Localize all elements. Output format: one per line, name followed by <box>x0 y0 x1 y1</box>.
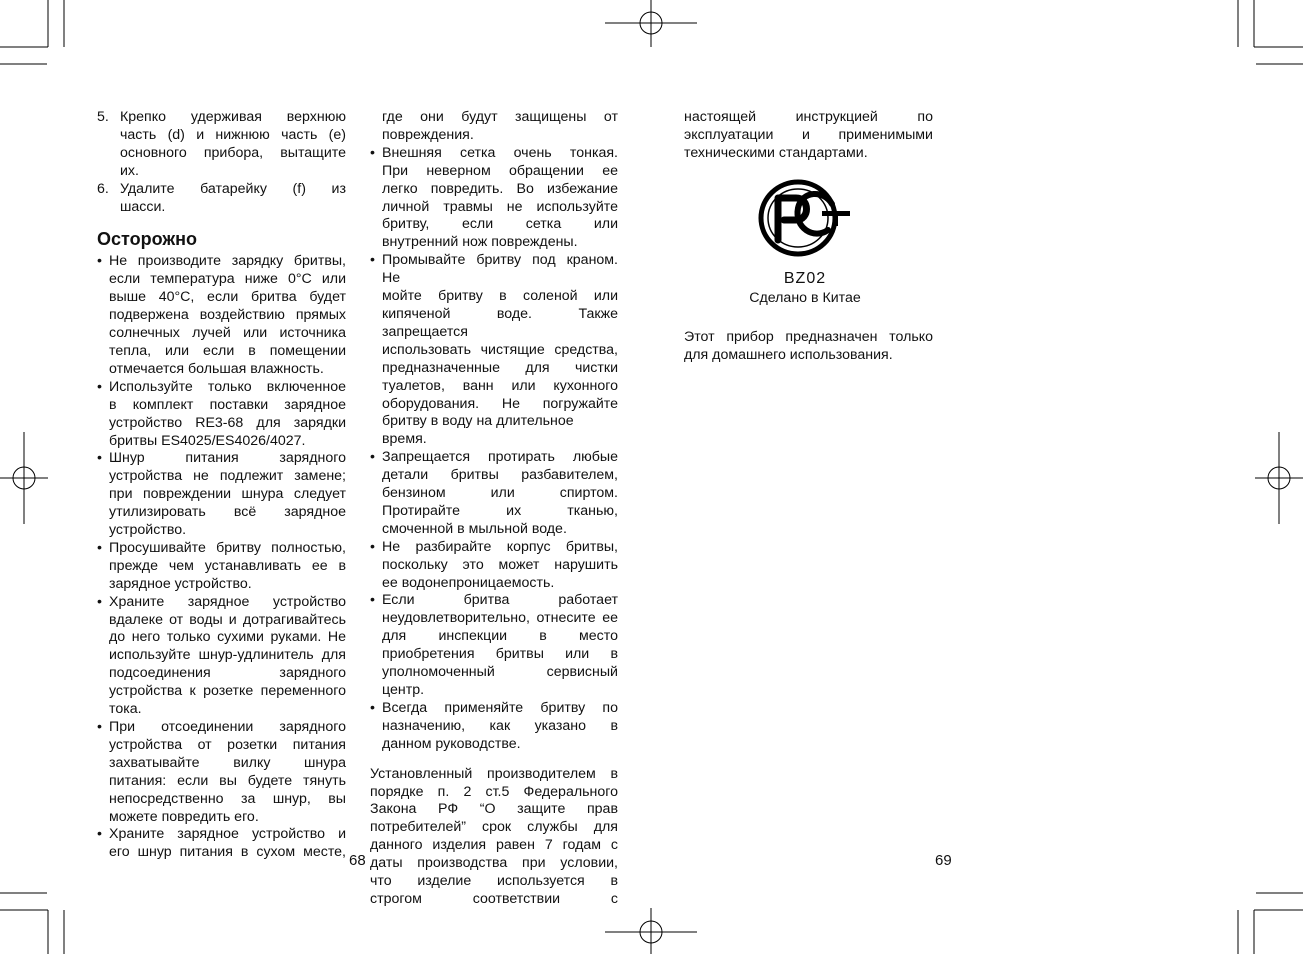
text-line: При неверном обращении ее <box>382 162 618 179</box>
text-line: Закона РФ “О защите прав <box>370 801 618 818</box>
bullet-icon: • <box>370 699 375 716</box>
text-line: поскольку это может нарушить <box>382 556 618 573</box>
text-line: утилизировать всё зарядное <box>109 504 346 521</box>
text-line: бензином или спиртом. <box>382 485 618 502</box>
bullet-icon: • <box>97 593 102 610</box>
bullet-text <box>382 539 618 593</box>
text-line: тока. <box>109 701 142 718</box>
bullet-text <box>109 540 346 594</box>
item-number: 5. <box>97 109 109 125</box>
text-line: повреждения. <box>382 126 474 143</box>
text-line: Не разбирайте корпус бритвы, <box>382 538 618 555</box>
text-line: захватывайте вилку шнура <box>109 754 346 771</box>
text-line: Внешняя сетка очень тонкая. <box>382 144 618 161</box>
text-line: назначению, как указано в <box>382 717 618 734</box>
text-line: основного прибора, вытащите <box>120 144 346 161</box>
text-line: для инспекции в место <box>382 628 618 645</box>
caution-heading: Осторожно <box>97 229 197 250</box>
bullet-item <box>97 379 346 451</box>
household-use-note <box>684 329 933 365</box>
text-line: оборудования. Не погружайте <box>382 395 618 412</box>
text-line: подсоединения зарядного <box>109 665 346 682</box>
text-line: питания: если вы будете тянуть <box>109 772 346 789</box>
bullet-item <box>97 594 346 719</box>
text-line: шасси. <box>120 198 166 215</box>
bullet-icon: • <box>370 449 375 466</box>
numbered-item <box>97 181 346 217</box>
bullet-icon: • <box>97 253 102 270</box>
text-line: в комплект поставки зарядное <box>109 396 346 413</box>
text-line: если температура ниже 0°C или <box>109 271 346 288</box>
bullet-item <box>97 253 346 378</box>
text-line: можете повредить его. <box>109 808 259 825</box>
text-line: Не производите зарядку бритвы, <box>109 253 346 270</box>
text-line: центр. <box>382 682 425 698</box>
text-line: зарядное устройство. <box>109 575 252 592</box>
text-line: техническими стандартами. <box>684 144 868 161</box>
text-line: мойте бритву в соленой или <box>382 288 618 305</box>
bullet-item <box>370 700 618 754</box>
bullet-text <box>109 594 346 719</box>
text-line: их. <box>120 162 139 179</box>
bullet-item <box>97 826 346 862</box>
text-line: вдалеке от воды и дотрагивайтесь <box>109 611 346 628</box>
bullet-icon: • <box>370 252 375 269</box>
text-line: предназначенные для чистки <box>382 359 618 376</box>
text-line: Протирайте их тканью, <box>382 502 618 519</box>
bullet-icon: • <box>97 719 102 735</box>
continued-paragraph <box>684 109 933 163</box>
caution-list-continued <box>370 145 618 754</box>
text-line: личной травмы не используйте <box>382 198 618 215</box>
text-line: отмечается большая влажность. <box>109 360 324 377</box>
text-line: выше 40°C, если бритва будет <box>109 289 346 306</box>
text-line: устройства от розетки питания <box>109 736 346 753</box>
certificate-model-code: BZ02 <box>783 270 827 287</box>
text-line: уполномоченный сервисный <box>382 664 618 681</box>
made-in-label: Сделано в Китае <box>749 290 861 306</box>
text-line: солнечных лучей или источника <box>109 325 346 342</box>
service-life-paragraph <box>370 766 618 909</box>
text-line: кипяченой воде. Также запрещается <box>382 305 618 340</box>
item-number: 6. <box>97 180 109 197</box>
text-line: ее водонепроницаемость. <box>382 574 555 591</box>
text-line: непосредственно за шнур, вы <box>109 790 346 807</box>
bullet-text <box>382 145 618 252</box>
text-line: тепла, или если в помещении <box>109 342 346 359</box>
page-number-left: 68 <box>349 852 366 869</box>
bullet-text <box>109 450 346 540</box>
text-line: бритву, если сетка или <box>382 216 618 233</box>
caution-list <box>97 253 346 862</box>
text-line: устройства к розетке переменного <box>109 683 346 700</box>
bullet-item <box>97 540 346 594</box>
text-line: Используйте только включенное <box>109 378 346 395</box>
text-line: эксплуатации и применимыми <box>684 126 933 143</box>
bullet-icon: • <box>97 450 102 467</box>
bullet-item <box>370 539 618 593</box>
text-line: Храните зарядное устройство и <box>109 826 346 843</box>
bullet-text <box>109 826 346 862</box>
continued-item <box>370 109 618 145</box>
bullet-item <box>97 450 346 540</box>
text-line: используйте шнур-удлинитель для <box>109 647 346 664</box>
bullet-text <box>382 252 618 449</box>
text-line: Этот прибор предназначен только <box>684 329 933 345</box>
text-line: Храните зарядное устройство <box>109 593 346 610</box>
middle-column <box>370 109 618 909</box>
text-line: подвержена воздействию прямых <box>109 307 346 324</box>
text-line: Установленный производителем в <box>370 765 618 782</box>
text-line: Запрещается протирать любые <box>382 449 618 466</box>
page-number-right: 69 <box>935 852 952 869</box>
text-line: часть (d) и нижнюю часть (e) <box>120 126 346 143</box>
text-line: данного изделия равен 7 годам с <box>370 837 618 854</box>
text-line: устройство RE3-68 для зарядки <box>109 414 346 431</box>
text-line: Крепко удерживая верхнюю <box>120 109 346 125</box>
text-line: Шнур питания зарядного <box>109 450 346 467</box>
text-line: При отсоединении зарядного <box>109 719 346 735</box>
text-line: бритву в воду на длительное время. <box>382 413 574 448</box>
text-line: использовать чистящие средства, <box>382 341 618 358</box>
text-line: данном руководстве. <box>382 735 521 752</box>
text-line: приобретения бритвы или в <box>382 646 618 663</box>
bullet-text <box>382 592 618 699</box>
certification-mark-icon <box>758 178 854 258</box>
text-line: Удалите батарейку (f) из <box>120 180 346 197</box>
text-line: бритвы ES4025/ES4026/4027. <box>109 432 306 449</box>
bullet-text <box>382 700 618 754</box>
text-line: строгом соответствии с <box>370 890 618 907</box>
bullet-text <box>382 449 618 539</box>
text-line: легко повредить. Во избежание <box>382 180 618 197</box>
text-line: Если бритва работает <box>382 592 618 609</box>
text-line: потребителей” срок службы для <box>370 819 618 836</box>
bullet-icon: • <box>370 144 375 161</box>
text-line: устройства не подлежит замене; <box>109 468 346 485</box>
text-line: внутренний нож повреждены. <box>382 234 578 251</box>
item-text <box>120 109 346 181</box>
item-text <box>120 181 346 217</box>
text-line: туалетов, ванн или кухонного <box>382 377 618 394</box>
text-line: детали бритвы разбавителем, <box>382 467 618 484</box>
text-line: Просушивайте бритву полностью, <box>109 539 346 556</box>
text-line: смоченной в мыльной воде. <box>382 520 567 537</box>
bullet-text <box>109 379 346 451</box>
text-line: для домашнего использования. <box>684 346 893 363</box>
bullet-icon: • <box>370 538 375 555</box>
text-line: при повреждении шнура следует <box>109 486 346 503</box>
numbered-steps <box>97 109 346 216</box>
text-line: неудовлетворительно, отнесите ее <box>382 610 618 627</box>
text-line: даты производства при условии, <box>370 855 618 872</box>
bullet-item <box>370 252 618 449</box>
text-line: настоящей инструкцией по <box>684 109 933 125</box>
bullet-text <box>109 719 346 826</box>
left-column <box>97 109 346 862</box>
bullet-item <box>370 449 618 539</box>
bullet-icon: • <box>97 539 102 556</box>
bullet-icon: • <box>97 378 102 395</box>
bullet-icon: • <box>370 592 375 609</box>
text-line: порядке п. 2 ст.5 Федерального <box>370 783 618 800</box>
bullet-text <box>109 253 346 378</box>
text-line: до него только сухими руками. Не <box>109 629 346 646</box>
text-line: устройство. <box>109 522 187 539</box>
text-line: Промывайте бритву под краном. Не <box>382 252 618 287</box>
bullet-item <box>97 719 346 826</box>
text-line: Всегда применяйте бритву по <box>382 699 618 716</box>
right-column <box>684 109 933 163</box>
text-line: что изделие используется в <box>370 873 618 890</box>
text-line: прежде чем устанавливать ее в <box>109 557 346 574</box>
text-line: где они будут защищены от <box>382 109 618 125</box>
numbered-item <box>97 109 346 181</box>
text-line: его шнур питания в сухом месте, <box>109 844 346 861</box>
bullet-icon: • <box>97 826 102 843</box>
bullet-item <box>370 145 618 252</box>
bullet-item <box>370 592 618 699</box>
